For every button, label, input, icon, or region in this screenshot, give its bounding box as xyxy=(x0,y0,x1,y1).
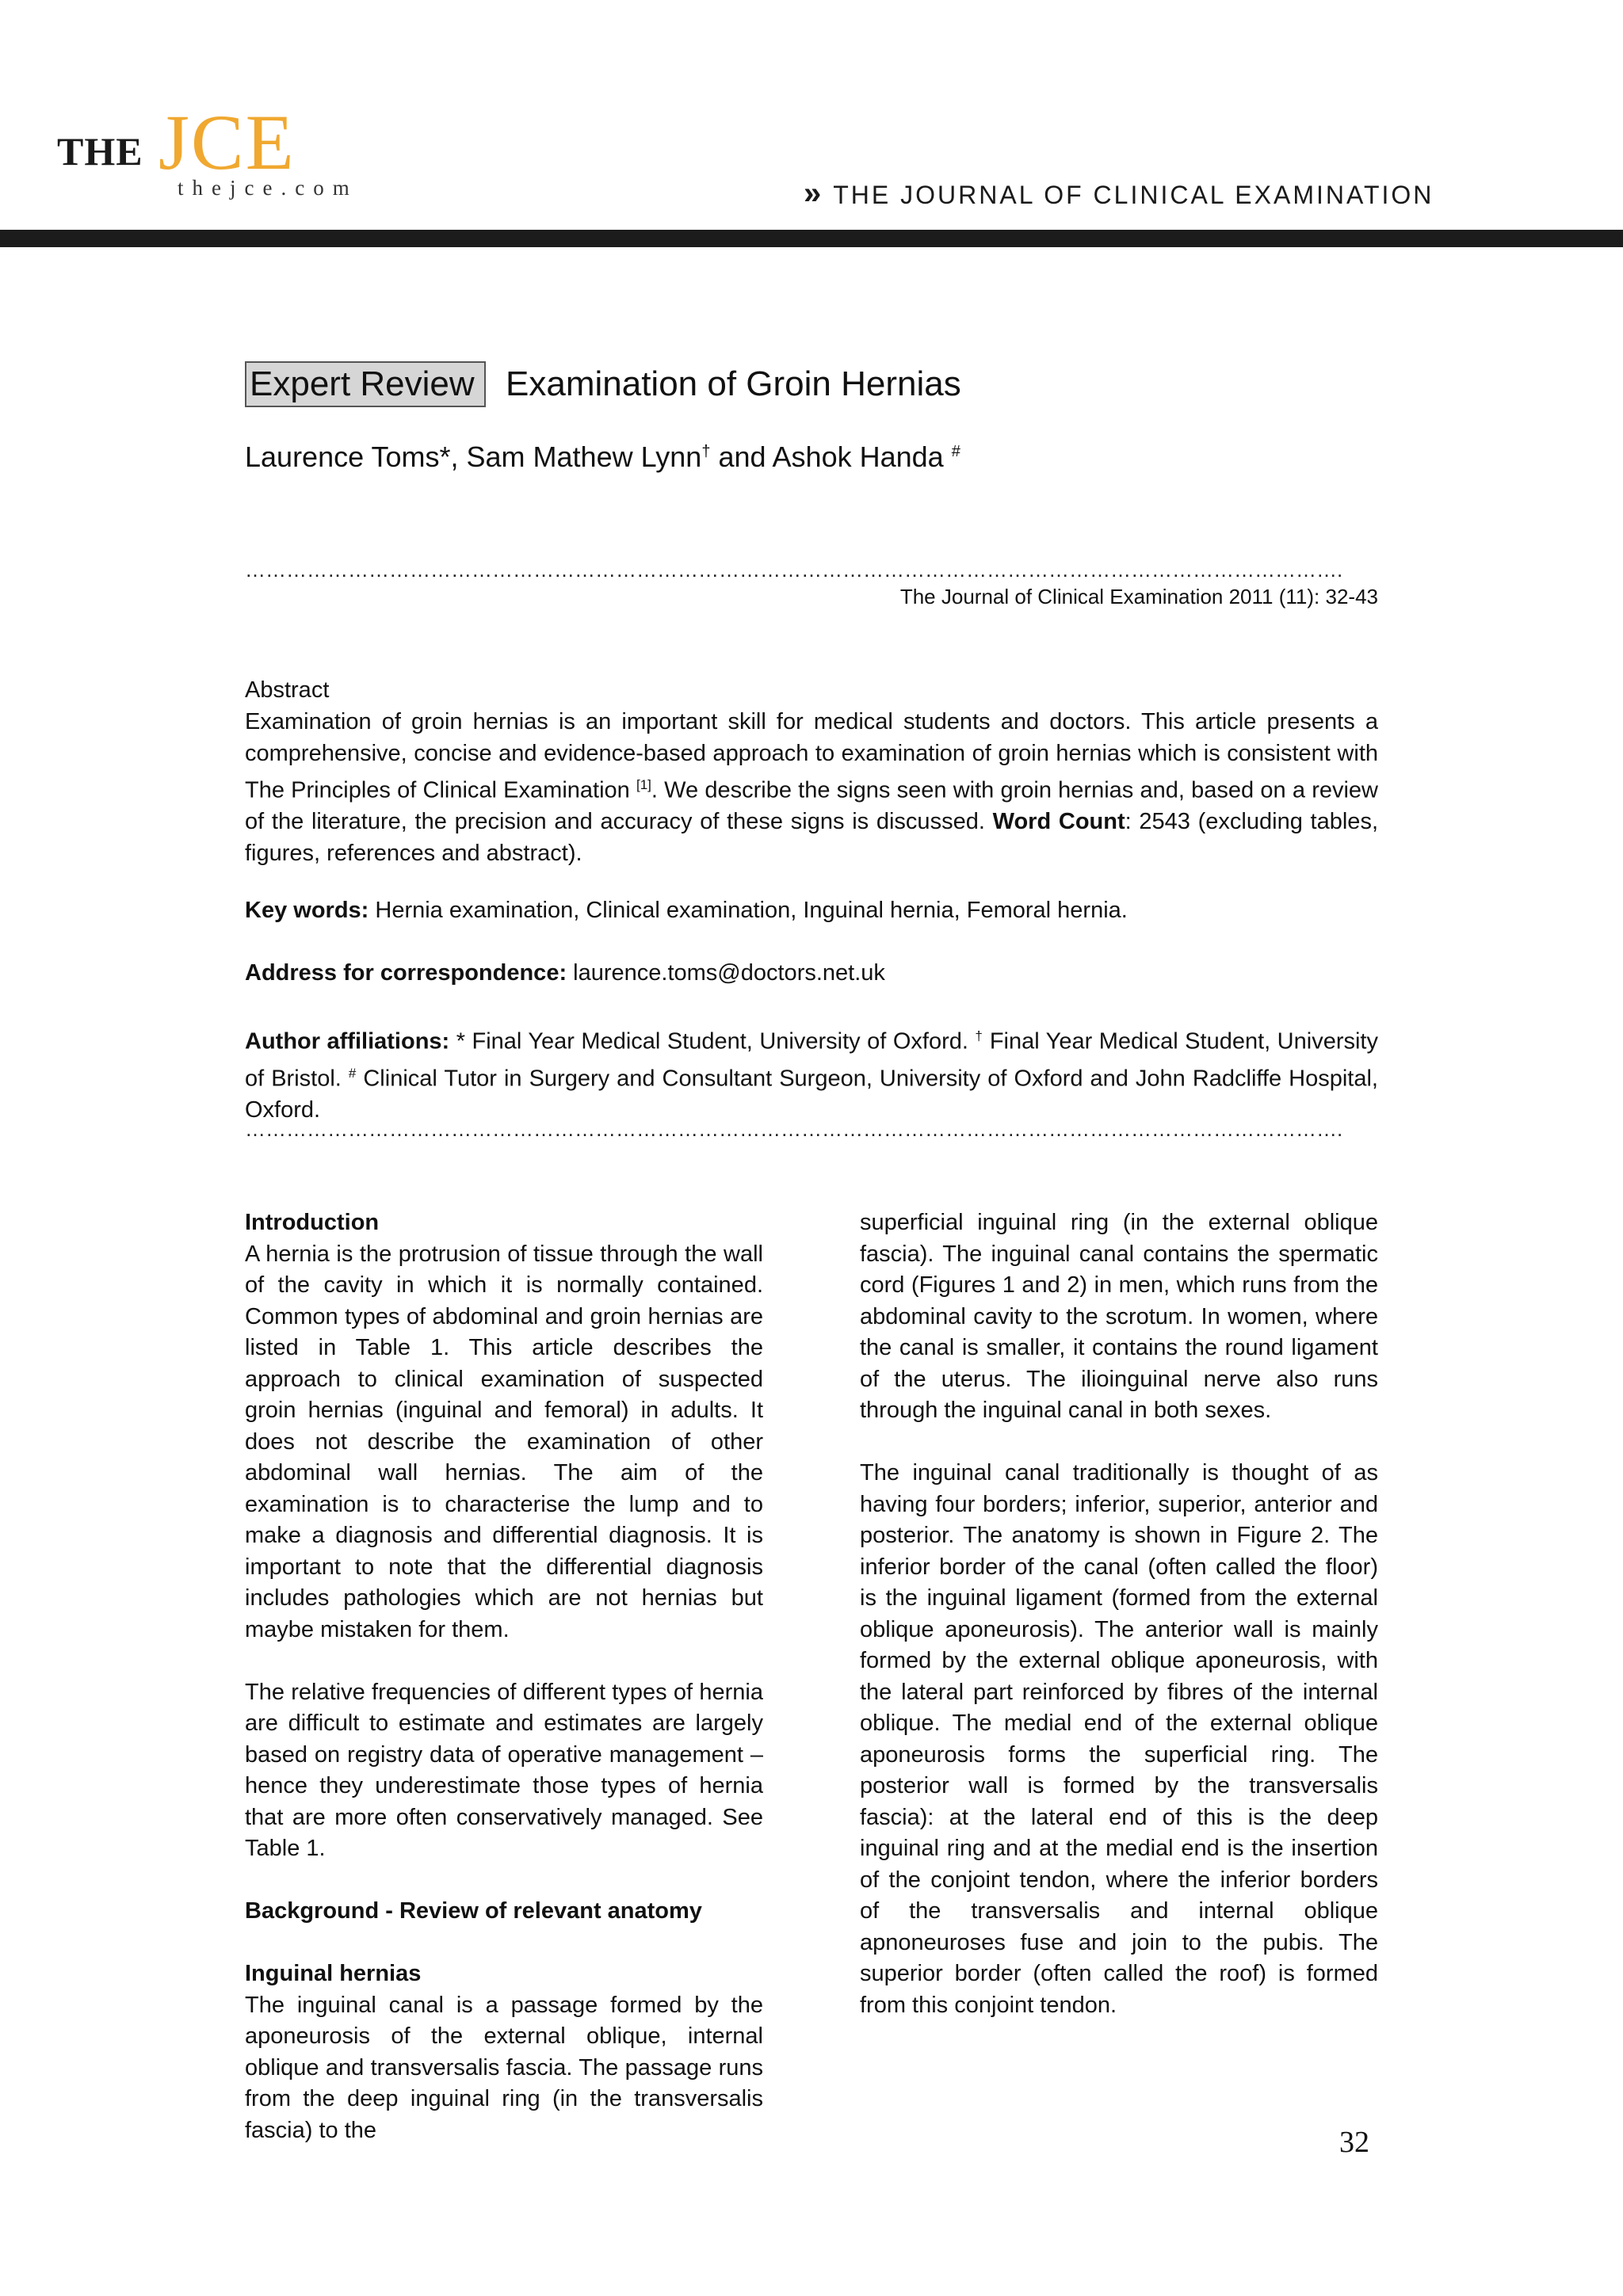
author-name: Sam Mathew Lynn xyxy=(466,441,702,473)
affiliation-text: Final Year Medical Student, University of Oxford. xyxy=(465,1028,976,1055)
dotted-divider-top: ……………………………………………………………………………………………………………………………………………. xyxy=(245,559,1343,580)
affiliations-label: Author affiliations: xyxy=(245,1028,450,1055)
affiliation-mark: * xyxy=(456,1028,465,1055)
logo-domain: thejce.com xyxy=(178,176,358,200)
introduction-paragraph: The relative frequencies of different types of hernia are difficult to estimate and estimates are largely based on registry data of operative management – hence they underestimate those types of hernia that are more often conservatively managed. See Table 1. xyxy=(245,1679,763,1861)
author-mark: # xyxy=(951,443,960,460)
reference-mark: [1] xyxy=(636,777,651,792)
author-mark: † xyxy=(701,443,711,460)
keywords-text: Hernia examination, Clinical examination, Inguinal hernia, Femoral hernia. xyxy=(369,898,1128,923)
article-title: Examination of Groin Hernias xyxy=(506,364,961,403)
background-heading: Background - Review of relevant anatomy xyxy=(245,1898,702,1924)
journal-name-banner xyxy=(804,176,1434,212)
inguinal-heading: Inguinal hernias xyxy=(245,1961,422,1986)
affiliation-mark: † xyxy=(975,1028,983,1043)
author-name: Ashok Handa xyxy=(772,441,944,473)
logo-jce: JCE xyxy=(158,98,296,186)
affiliation-text: Clinical Tutor in Surgery and Consultant Surgeon, University of Oxford and John Radcliffe Hospital, Oxford. xyxy=(245,1066,1378,1123)
abstract-text-part: . We describe the signs seen with groin hernias and, based on a review of the literature, the precision and accuracy of these signs is discussed. xyxy=(245,777,1378,835)
introduction-paragraph: A hernia is the protrusion of tissue through the wall of the cavity in which it is normally contained. Common types of abdominal and groin hernias are listed in Table 1. This article describes the approach to clinical examination of suspected groin hernias (inguinal and femoral) in adults. It does not describe the examination of other abdominal wall hernias. The aim of the examination is to characterise the lump and to make a diagnosis and differential diagnosis. It is important to note that the differential diagnosis includes pathologies which are not hernias but maybe mistaken for them. xyxy=(245,1241,763,1642)
author-affiliations xyxy=(245,1020,1378,1127)
inguinal-paragraph: The inguinal canal is a passage formed by the aponeurosis of the external oblique, internal oblique and transversalis fascia. The passage runs from the deep inguinal ring (in the transversalis fascia) to the xyxy=(245,1992,763,2143)
word-count-label: Word Count xyxy=(992,809,1125,835)
citation: The Journal of Clinical Examination 2011 (11): 32-43 xyxy=(899,585,1378,608)
introduction-heading: Introduction xyxy=(245,1210,380,1235)
abstract-text xyxy=(245,707,1378,869)
keywords xyxy=(245,895,1378,927)
body-paragraph: superficial inguinal ring (in the external oblique fascia). The inguinal canal contains the spermatic cord (Figures 1 and 2) in men, which runs from the abdominal cavity to the scrotum. In women, where the canal is smaller, it contains the round ligament of the uterus. The ilioinguinal nerve also runs through the inguinal canal in both sexes. xyxy=(860,1210,1378,1423)
double-chevron-icon: » xyxy=(804,176,824,211)
keywords-label: Key words: xyxy=(245,898,369,923)
author-list xyxy=(245,441,960,474)
abstract-heading: Abstract xyxy=(245,677,330,703)
correspondence-email[interactable]: laurence.toms@doctors.net.uk xyxy=(567,960,885,986)
article-type-badge: Expert Review xyxy=(245,361,486,407)
column-left xyxy=(245,1207,763,2146)
dotted-divider-bottom: ……………………………………………………………………………………………………………………………………………. xyxy=(245,1119,1343,1139)
body-paragraph: The inguinal canal traditionally is thought of as having four borders; inferior, superior, anterior and posterior. The anatomy is shown in Figure 2. The inferior border of the canal (often called the floor) is the inguinal ligament (formed from the external oblique aponeurosis). The anterior wall is mainly formed by the external oblique aponeurosis, with the lateral part reinforced by fibres of the internal oblique. The medial end of the external oblique aponeurosis forms the superficial ring. The posterior wall is formed by the transversalis fascia): at the lateral end of this is the deep inguinal ring and at the medial end is the insertion of the conjoint tendon, where the inferior borders of the transversalis and internal oblique apnoneuroses fuse and join to the pubis. The superior border (often called the roof) is formed from this conjoint tendon. xyxy=(860,1460,1378,2018)
author-mark: * xyxy=(439,441,451,473)
abstract-text-part: Examination of groin hernias is an important skill for medical students and doctors. This article presents a comprehensive, concise and evidence-based approach to examination of groin hernias which is consistent with The Principles of Clinical Examination xyxy=(245,709,1378,803)
page-number: 32 xyxy=(1339,2126,1369,2159)
header-divider-bar xyxy=(0,230,1623,247)
logo-the: THE xyxy=(57,129,143,174)
correspondence-label: Address for correspondence: xyxy=(245,960,567,986)
affiliation-mark: # xyxy=(348,1066,357,1081)
column-right xyxy=(860,1207,1378,2021)
word-count-text: : 2543 (excluding tables, figures, references and abstract). xyxy=(245,809,1378,866)
journal-name: THE JOURNAL OF CLINICAL EXAMINATION xyxy=(833,181,1434,209)
author-name: Laurence Toms xyxy=(245,441,440,473)
author-separator: and xyxy=(710,441,773,473)
author-separator: , xyxy=(450,441,467,473)
affiliation-text: Final Year Medical Student, University of Bristol. xyxy=(245,1028,1378,1092)
correspondence xyxy=(245,958,1378,990)
